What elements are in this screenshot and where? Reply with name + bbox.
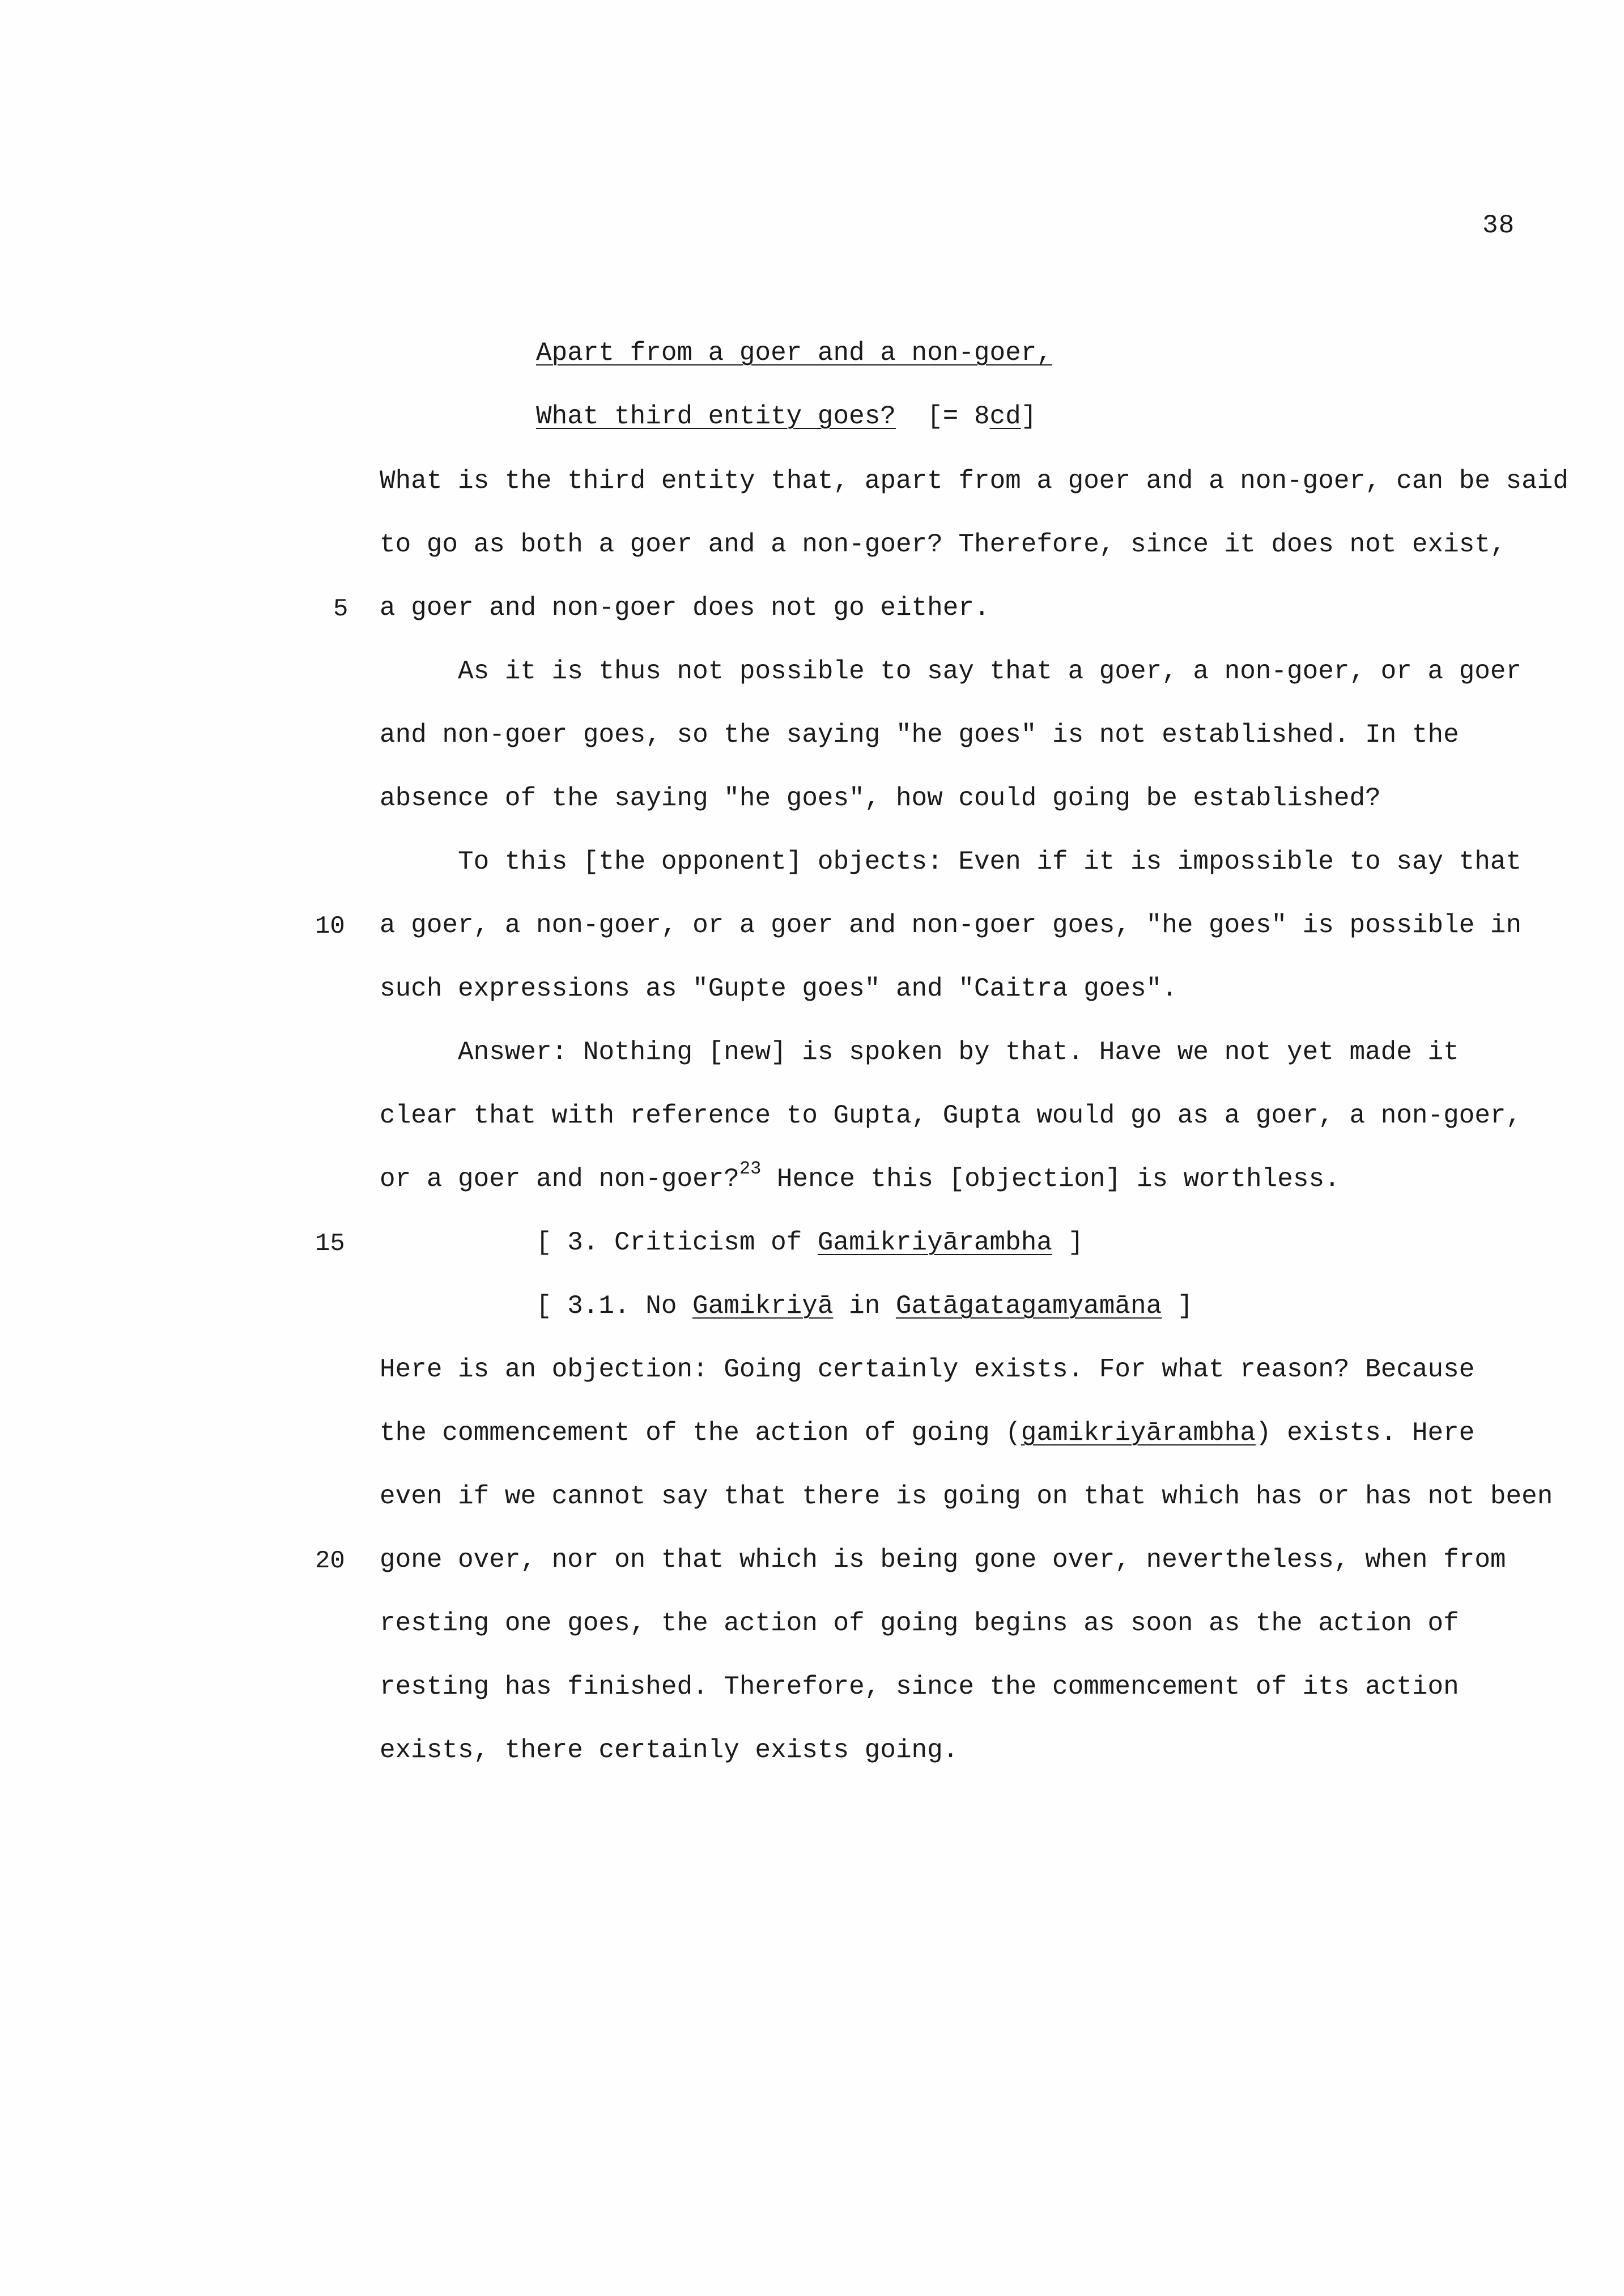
footnote-marker: 23 <box>739 1158 762 1179</box>
heading-term: Gatāgatagamyamāna <box>895 1291 1162 1321</box>
text-line: exists, there certainly exists going. <box>380 1736 959 1765</box>
text-segment: or a goer and non-goer? <box>380 1164 739 1194</box>
text-line: a goer and non-goer does not go either. <box>380 593 990 623</box>
text-line: resting has finished. Therefore, since the commencement of its action <box>380 1672 1459 1702</box>
verse-line-2 <box>536 403 1036 430</box>
heading-prefix: [ 3.1. No <box>536 1291 693 1321</box>
text-line: clear that with reference to Gupta, Gupta would go as a goer, a non-goer, <box>380 1101 1522 1130</box>
text-line: such expressions as "Gupte goes" and "Caitra goes". <box>380 974 1177 1004</box>
term: gamikriyārambha <box>1021 1418 1256 1448</box>
heading-term: Gamikriyārambha <box>817 1228 1052 1257</box>
heading-suffix: ] <box>1052 1228 1084 1257</box>
text-line: a goer, a non-goer, or a goer and non-goer goes, "he goes" is possible in <box>380 911 1522 940</box>
text-line: As it is thus not possible to say that a goer, a non-goer, or a goer <box>458 657 1522 686</box>
text-segment: the commencement of the action of going ( <box>380 1418 1021 1448</box>
text-line: and non-goer goes, so the saying "he goes" is not established. In the <box>380 720 1459 750</box>
text-line: absence of the saying "he goes", how could going be established? <box>380 784 1381 813</box>
verse-line-1: Apart from a goer and a non-goer, <box>536 338 1052 368</box>
text-line <box>380 1420 1474 1446</box>
text-line: Here is an objection: Going certainly exists. For what reason? Because <box>380 1355 1475 1384</box>
verse-ref-close: ] <box>1021 402 1037 431</box>
text-line: gone over, nor on that which is being gone over, nevertheless, when from <box>380 1545 1506 1575</box>
verse-ref-cd: cd <box>989 402 1021 431</box>
text-line: resting one goes, the action of going begins as soon as the action of <box>380 1609 1459 1638</box>
verse-ref-open: [= 8 <box>927 402 990 431</box>
line-number: 10 <box>315 912 345 941</box>
section-heading-3 <box>536 1230 1083 1256</box>
heading-term: Gamikriyā <box>692 1291 834 1321</box>
line-number: 5 <box>333 595 348 623</box>
text-segment: Hence this [objection] is worthless. <box>761 1164 1340 1194</box>
heading-suffix: ] <box>1162 1291 1193 1321</box>
text-line: even if we cannot say that there is going on that which has or has not been <box>380 1482 1553 1511</box>
section-heading-3-1 <box>536 1293 1193 1319</box>
verse-line-2-text: What third entity goes? <box>536 402 896 431</box>
text-line <box>380 1158 1340 1194</box>
heading-mid: in <box>833 1291 896 1321</box>
heading-prefix: [ 3. Criticism of <box>536 1228 818 1257</box>
text-line: to go as both a goer and a non-goer? Therefore, since it does not exist, <box>380 530 1506 559</box>
text-segment: ) exists. Here <box>1255 1418 1475 1448</box>
line-number: 20 <box>315 1547 345 1575</box>
text-line: To this [the opponent] objects: Even if it is impossible to say that <box>458 847 1522 877</box>
text-line: What is the third entity that, apart from a goer and a non-goer, can be said <box>380 466 1568 496</box>
line-number: 15 <box>315 1230 345 1258</box>
text-line: Answer: Nothing [new] is spoken by that. Have we not yet made it <box>458 1038 1459 1067</box>
page-number: 38 <box>1482 211 1515 240</box>
